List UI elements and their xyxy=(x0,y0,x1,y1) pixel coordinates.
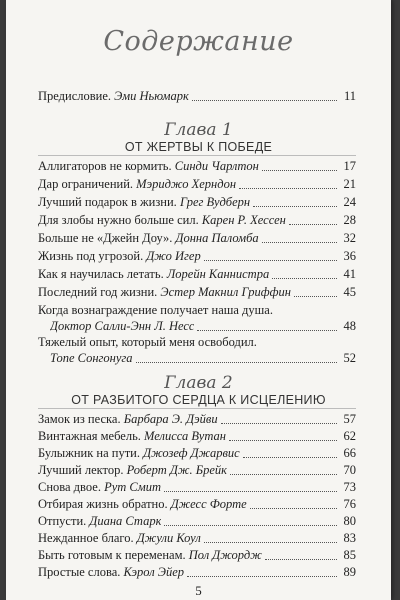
entry-author: Джесс Форте xyxy=(170,497,247,511)
entry-author: Эми Ньюмарк xyxy=(114,89,189,103)
toc-entry xyxy=(38,548,356,564)
entry-author: Синди Чарлтон xyxy=(174,159,259,173)
toc-entry xyxy=(38,429,356,445)
dot-leader xyxy=(289,224,337,225)
page-title: Содержание xyxy=(103,26,294,57)
entry-author: Донна Паломба xyxy=(175,231,259,245)
entry-page: 17 xyxy=(343,159,356,173)
entry-page: 73 xyxy=(343,480,356,494)
entry-title: Жизнь под угрозой. xyxy=(38,249,144,263)
entry-author: Мэриджо Херндон xyxy=(136,177,237,191)
dot-leader xyxy=(253,206,337,207)
chapter-1-heading: Глава 1 xyxy=(164,120,233,140)
entry-title: Лучший подарок в жизни. xyxy=(38,195,177,209)
entry-author: Пол Джордж xyxy=(188,548,262,562)
dot-leader xyxy=(187,576,337,577)
dot-leader xyxy=(164,491,337,492)
entry-page: 70 xyxy=(343,463,356,477)
entry-title: Предисловие. xyxy=(38,89,112,103)
dot-leader xyxy=(262,170,337,171)
toc-entry xyxy=(38,177,356,193)
entry-title: Булыжник на пути. xyxy=(38,446,140,460)
chapter-1-subtitle: ОТ ЖЕРТВЫ К ПОБЕДЕ xyxy=(124,140,273,154)
entry-title: Нежданное благо. xyxy=(38,531,134,545)
toc-entry xyxy=(38,497,356,513)
toc-entry xyxy=(38,463,356,479)
entry-title: Простые слова. xyxy=(38,565,121,579)
entry-page: 11 xyxy=(343,89,356,103)
entry-page: 80 xyxy=(343,514,356,528)
entry-author: Рут Смит xyxy=(104,480,162,494)
entry-page: 85 xyxy=(343,548,356,562)
dot-leader xyxy=(197,330,337,331)
toc-entry xyxy=(38,412,356,428)
entry-author: Грег Вудберн xyxy=(179,195,251,209)
entry-author: Доктор Салли-Энн Л. Несс xyxy=(50,319,195,333)
entry-author: Кэрол Эйер xyxy=(123,565,184,579)
entry-page: 48 xyxy=(343,319,356,333)
toc-entry xyxy=(38,159,356,175)
entry-title: Когда вознаграждение получает наша душа. xyxy=(38,303,273,317)
entry-author: Карен Р. Хессен xyxy=(201,213,286,227)
entry-page: 32 xyxy=(343,231,356,245)
toc-entry xyxy=(38,195,356,211)
dot-leader xyxy=(265,559,337,560)
toc-entry xyxy=(38,267,356,283)
entry-title: Отпусти. xyxy=(38,514,87,528)
entry-author: Диана Старк xyxy=(89,514,162,528)
dot-leader xyxy=(229,440,337,441)
toc-entry xyxy=(38,213,356,229)
dot-leader xyxy=(243,457,337,458)
entry-title: Тяжелый опыт, который меня освободил. xyxy=(38,335,257,349)
dot-leader xyxy=(136,362,337,363)
entry-author: Роберт Дж. Брейк xyxy=(126,463,228,477)
entry-title: Дар ограничений. xyxy=(38,177,134,191)
toc-entry xyxy=(38,285,356,301)
entry-page: 41 xyxy=(343,267,356,281)
dot-leader xyxy=(192,100,337,101)
entry-page: 24 xyxy=(343,195,356,209)
book-page xyxy=(6,0,391,600)
toc-entry xyxy=(38,335,356,367)
page-number: 5 xyxy=(195,583,202,598)
entry-page: 57 xyxy=(343,412,356,426)
entry-page: 45 xyxy=(343,285,356,299)
toc-entry xyxy=(38,514,356,530)
entry-page: 83 xyxy=(343,531,356,545)
entry-page: 21 xyxy=(343,177,356,191)
dot-leader xyxy=(272,278,337,279)
toc-entry xyxy=(38,480,356,496)
toc-entry xyxy=(38,531,356,547)
entry-title: Замок из песка. xyxy=(38,412,121,426)
dot-leader xyxy=(230,474,337,475)
entry-title: Быть готовым к переменам. xyxy=(38,548,186,562)
entry-title: Аллигаторов не кормить. xyxy=(38,159,172,173)
dot-leader xyxy=(250,508,337,509)
toc-entry xyxy=(38,231,356,247)
entry-page: 36 xyxy=(343,249,356,263)
dot-leader xyxy=(221,423,337,424)
dot-leader xyxy=(294,296,337,297)
toc-entry xyxy=(38,303,356,335)
dot-leader xyxy=(204,542,337,543)
entry-author: Топе Сонгонуга xyxy=(50,351,133,365)
entry-author: Барбара Э. Дэйви xyxy=(123,412,218,426)
entry-author: Джо Игер xyxy=(146,249,201,263)
chapter-2-divider xyxy=(38,408,356,409)
dot-leader xyxy=(204,260,337,261)
entry-title: Для злобы нужно больше сил. xyxy=(38,213,199,227)
dot-leader xyxy=(164,525,337,526)
toc-entry-preface xyxy=(38,89,356,105)
entry-title: Отбирая жизнь обратно. xyxy=(38,497,168,511)
entry-author: Эстер Макнил Гриффин xyxy=(160,285,291,299)
entry-page: 62 xyxy=(343,429,356,443)
entry-title: Снова двое. xyxy=(38,480,101,494)
entry-title: Лучший лектор. xyxy=(38,463,124,477)
entry-author: Джули Коул xyxy=(136,531,201,545)
chapter-2-heading: Глава 2 xyxy=(164,373,233,393)
entry-title: Винтажная мебель. xyxy=(38,429,141,443)
entry-page: 89 xyxy=(343,565,356,579)
toc-entry xyxy=(38,249,356,265)
toc-entry xyxy=(38,565,356,581)
toc-entry xyxy=(38,446,356,462)
chapter-1-divider xyxy=(38,155,356,156)
entry-page: 28 xyxy=(343,213,356,227)
entry-author: Лорейн Каннистра xyxy=(166,267,270,281)
entry-page: 76 xyxy=(343,497,356,511)
entry-author: Джозеф Джарвис xyxy=(143,446,240,460)
entry-author: Мелисса Вутан xyxy=(144,429,226,443)
dot-leader xyxy=(262,242,337,243)
entry-title: Как я научилась летать. xyxy=(38,267,164,281)
entry-page: 66 xyxy=(343,446,356,460)
entry-page: 52 xyxy=(343,351,356,365)
dot-leader xyxy=(239,188,337,189)
chapter-2-subtitle: ОТ РАЗБИТОГО СЕРДЦА К ИСЦЕЛЕНИЮ xyxy=(71,393,326,407)
entry-title: Последний год жизни. xyxy=(38,285,158,299)
entry-title: Больше не «Джейн Доу». xyxy=(38,231,173,245)
